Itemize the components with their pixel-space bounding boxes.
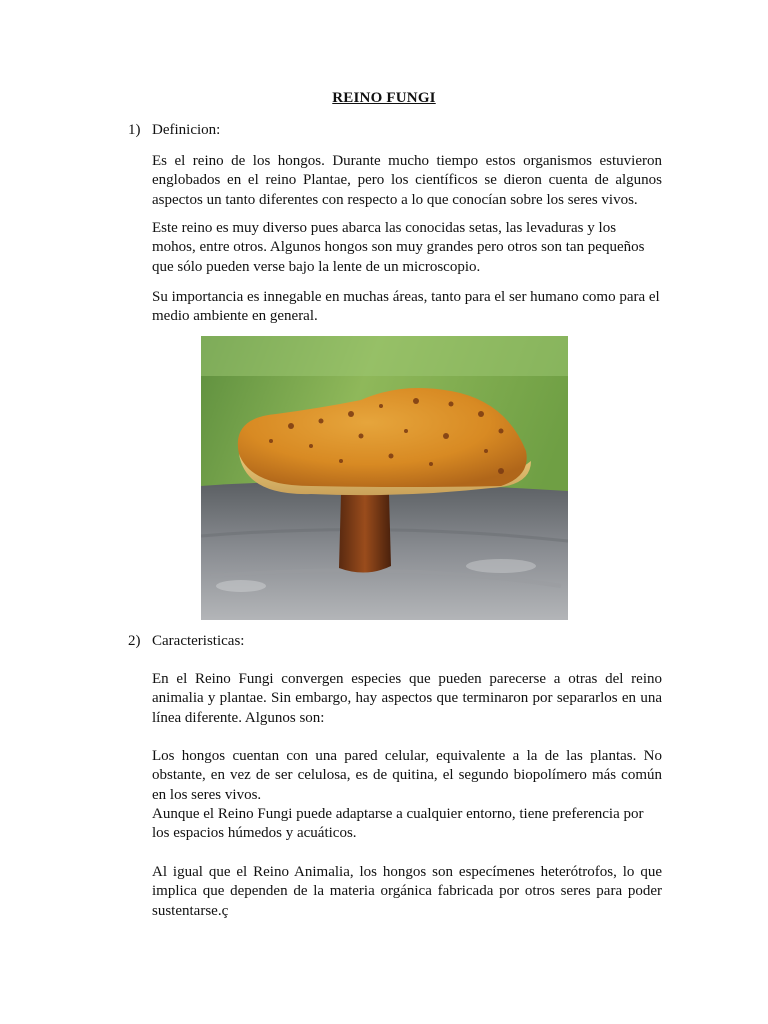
section-number: 1) — [128, 122, 141, 138]
section-title: Caracteristicas: — [152, 633, 245, 649]
paragraph-definition-1: Es el reino de los hongos. Durante mucho tiempo estos organismos estuvieron englobados en el reino Plantae, pero los científicos se dieron cuenta de algunos aspectos un tanto diferentes con respecto a lo que conocían sobre los seres vivos. — [152, 153, 662, 208]
paragraph-definition-2: Este reino es muy diverso pues abarca las conocidas setas, las levaduras y los mohos, entre otros. Algunos hongos son muy grandes pero otros son tan pequeños que sólo pueden verse bajo la lente de un microscopio. — [152, 220, 645, 275]
paragraph-characteristics-2: Los hongos cuentan con una pared celular, equivalente a la de las plantas. No obstante, en vez de ser celulosa, es de quitina, el segundo biopolímero más común en los seres vivos. — [152, 748, 662, 803]
paragraph-characteristics-4: Al igual que el Reino Animalia, los hongos son especímenes heterótrofos, lo que implica que dependen de la materia orgánica fabricada por otros seres para poder sustentarse.ç — [152, 864, 662, 919]
paragraph-definition-3: Su importancia es innegable en muchas áreas, tanto para el ser humano como para el medio ambiente en general. — [152, 289, 660, 325]
section-heading-definicion — [128, 121, 220, 140]
paragraph-characteristics-3: Aunque el Reino Fungi puede adaptarse a cualquier entorno, tiene preferencia por los espacios húmedos y acuáticos. — [152, 806, 644, 842]
section-heading-caracteristicas — [128, 632, 244, 651]
section-number: 2) — [128, 633, 141, 649]
section-title: Definicion: — [152, 122, 221, 138]
mushroom-photo — [201, 336, 568, 620]
document-title: REINO FUNGI — [332, 90, 436, 106]
paragraph-characteristics-1: En el Reino Fungi convergen especies que pueden parecerse a otras del reino animalia y plantae. Sin embargo, hay aspectos que terminaron por separarlos en una línea diferente. Algunos son: — [152, 671, 662, 726]
